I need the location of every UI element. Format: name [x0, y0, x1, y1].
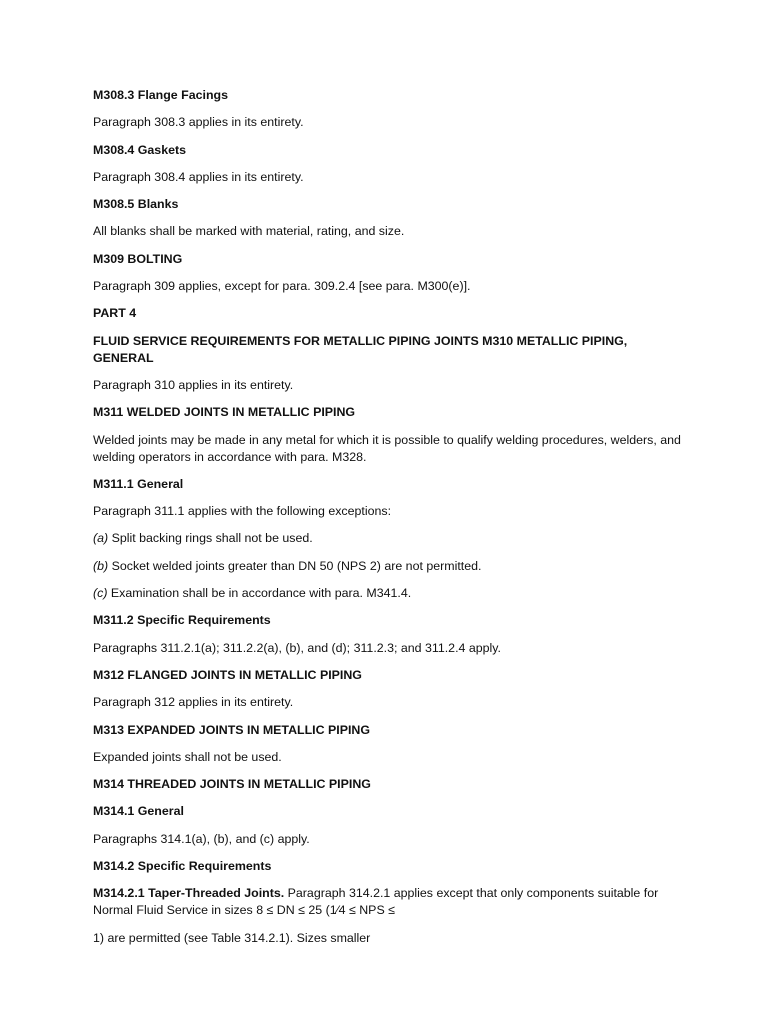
section-heading-m309: M309 BOLTING — [93, 251, 183, 266]
section-heading-m308-5: M308.5 Blanks — [93, 197, 179, 212]
body-paragraph: Welded joints may be made in any metal for which it is possible to qualify welding procedures, welders, and welding operators in accordance with para. M328. — [93, 432, 681, 464]
body-paragraph: Paragraph 311.1 applies with the following exceptions: — [93, 504, 392, 519]
list-item-text: Examination shall be in accordance with para. M341.4. — [107, 586, 412, 601]
body-paragraph: Paragraph 308.3 applies in its entirety. — [93, 115, 304, 130]
section-heading-m308-3: M308.3 Flange Facings — [93, 88, 228, 102]
section-heading-m314: M314 THREADED JOINTS IN METALLIC PIPING — [93, 777, 371, 792]
section-heading-m314-1: M314.1 General — [93, 804, 184, 819]
body-paragraph: Paragraph 308.4 applies in its entirety. — [93, 169, 304, 184]
body-paragraph: Paragraphs 314.1(a), (b), and (c) apply. — [93, 831, 310, 846]
document-page — [93, 87, 683, 957]
lead-in-text: Paragraph 314.2.1 applies except that only components suitable for Normal Fluid Service in sizes 8 ≤ DN ≤ 25 (1⁄4 ≤ NPS ≤ — [93, 886, 659, 918]
section-heading-m311-2: M311.2 Specific Requirements — [93, 613, 271, 628]
list-item — [93, 558, 683, 575]
section-heading-m311-1: M311.1 General — [93, 476, 184, 491]
list-item-label: (c) — [93, 586, 108, 601]
lead-in-heading: M314.2.1 Taper-Threaded Joints. — [93, 886, 285, 901]
list-item-text: Socket welded joints greater than DN 50 (NPS 2) are not permitted. — [108, 558, 482, 573]
list-item — [93, 530, 683, 547]
section-heading-m310: FLUID SERVICE REQUIREMENTS FOR METALLIC PIPING JOINTS M310 METALLIC PIPING, GENERAL — [93, 333, 628, 365]
lead-paragraph — [93, 885, 683, 919]
body-paragraph: All blanks shall be marked with material, rating, and size. — [93, 224, 405, 239]
list-item-label: (b) — [93, 558, 109, 573]
body-paragraph: 1) are permitted (see Table 314.2.1). Sizes smaller — [93, 930, 371, 945]
part-heading: PART 4 — [93, 306, 137, 321]
list-item — [93, 585, 683, 602]
list-item-text: Split backing rings shall not be used. — [108, 531, 313, 546]
section-heading-m311: M311 WELDED JOINTS IN METALLIC PIPING — [93, 405, 356, 420]
section-heading-m312: M312 FLANGED JOINTS IN METALLIC PIPING — [93, 667, 362, 682]
body-paragraph: Expanded joints shall not be used. — [93, 749, 282, 764]
body-paragraph: Paragraphs 311.2.1(a); 311.2.2(a), (b), and (d); 311.2.3; and 311.2.4 apply. — [93, 640, 501, 655]
body-paragraph: Paragraph 309 applies, except for para. 309.2.4 [see para. M300(e)]. — [93, 279, 471, 294]
body-paragraph: Paragraph 310 applies in its entirety. — [93, 377, 294, 392]
section-heading-m313: M313 EXPANDED JOINTS IN METALLIC PIPING — [93, 722, 370, 737]
list-item-label: (a) — [93, 531, 109, 546]
section-heading-m314-2: M314.2 Specific Requirements — [93, 859, 272, 874]
section-heading-m308-4: M308.4 Gaskets — [93, 142, 186, 157]
body-paragraph: Paragraph 312 applies in its entirety. — [93, 695, 294, 710]
